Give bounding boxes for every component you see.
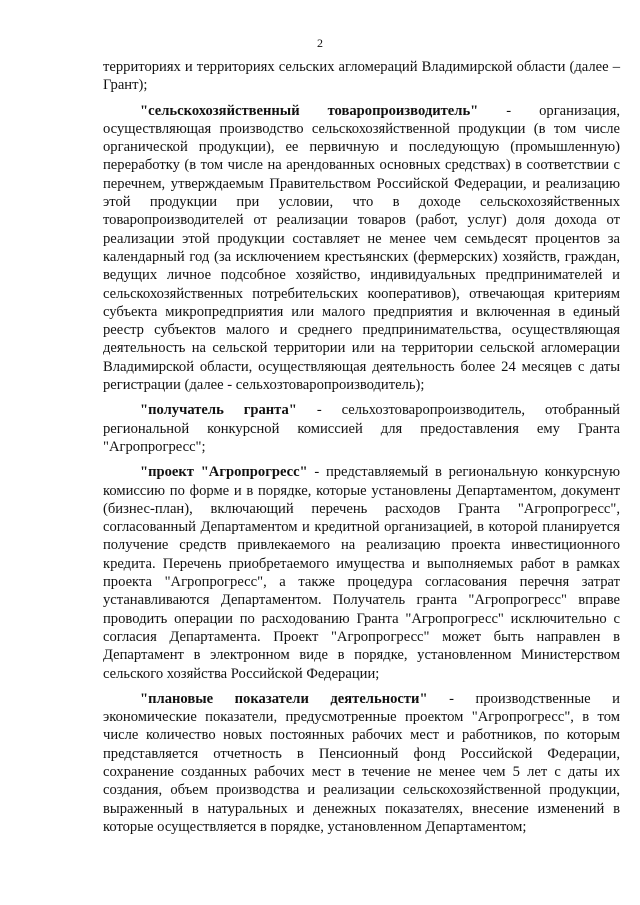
page-number: 2	[317, 36, 323, 50]
paragraph-text: территориях и территориях сельских агломераций Владимирской области (далее – Грант);	[103, 59, 620, 94]
paragraph-definition-grant-recipient	[103, 401, 620, 456]
paragraph-definition-planned-indicators	[103, 690, 620, 836]
paragraph-definition-project	[103, 463, 620, 683]
paragraph-grant-continuation	[103, 58, 620, 95]
definition-text: - производственные и экономические показатели, предусмотренные проектом "Агропрогресс", в том числе количество новых постоянных рабочих мест и работников, по которым представляется отчетность в Пенсионный фонд Российской Федерации, сохранение созданных рабочих мест в течение не менее чем 5 лет с даты их создания, объем производства и реализации сельскохозяйственной продукции, выраженный в натуральных и денежных показателях, внесение изменений в которые осуществляется в порядке, установленном Департаментом;	[103, 690, 620, 835]
defined-term: "получатель гранта"	[140, 402, 297, 419]
definition-text: - организация, осуществляющая производство сельскохозяйственной продукции (в том числе органической продукции), ее первичную и последующую (промышленную) переработку (в том числе на арендованных основных средствах) в соответствии с перечнем, утверждаемым Правительством Российской Федерации, и реализацию этой продукции при условии, что в доходе сельскохозяйственных товаропроизводителей от реализации товаров (работ, услуг) доля дохода от реализации этой продукции составляет не менее чем семьдесят процентов за календарный год (за исключением крестьянских (фермерских) хозяйств, граждан, ведущих личное подсобное хозяйство, индивидуальных предпринимателей и сельскохозяйственных потребительских кооперативов), отвечающая критериям субъекта микропредприятия или малого предприятия и включенная в единый реестр субъектов малого и среднего предпринимательства, осуществляющая деятельность на сельской территории или на территории сельской агломерации Владимирской области, осуществляющая деятельность более 24 месяцев с даты регистрации (далее - сельхозтоваропроизводитель);	[103, 102, 620, 394]
definition-text: - представляемый в региональную конкурсную комиссию по форме и в порядке, которые установлены Департаментом, документ (бизнес-план), включающий перечень расходов Гранта "Агропрогресс", согласованный Департаментом и кредитной организацией, в которой планируется получение средств привлекаемого на реализацию проекта инвестиционного кредита. Перечень приобретаемого имущества и выполняемых работ в рамках проекта "Агропрогресс", а также процедура согласования перечня затрат устанавливаются Департаментом. Получатель гранта "Агропрогресс" вправе проводить операции по расходованию Гранта "Агропрогресс" исключительно с согласия Департамента. Проект "Агропрогресс" может быть направлен в Департамент в электронном виде в порядке, установленном Министерством сельского хозяйства Российской Федерации;	[103, 464, 620, 682]
defined-term: "плановые показатели деятельности"	[140, 690, 428, 707]
paragraph-definition-producer	[103, 102, 620, 395]
defined-term: "проект "Агропрогресс"	[140, 464, 308, 481]
definition-text: - сельхозтоваропроизводитель, отобранный региональной конкурсной комиссией для предоставления ему Гранта "Агропрогресс";	[103, 402, 620, 455]
defined-term: "сельскохозяйственный товаропроизводитель"	[140, 102, 479, 119]
document-body	[103, 58, 620, 836]
